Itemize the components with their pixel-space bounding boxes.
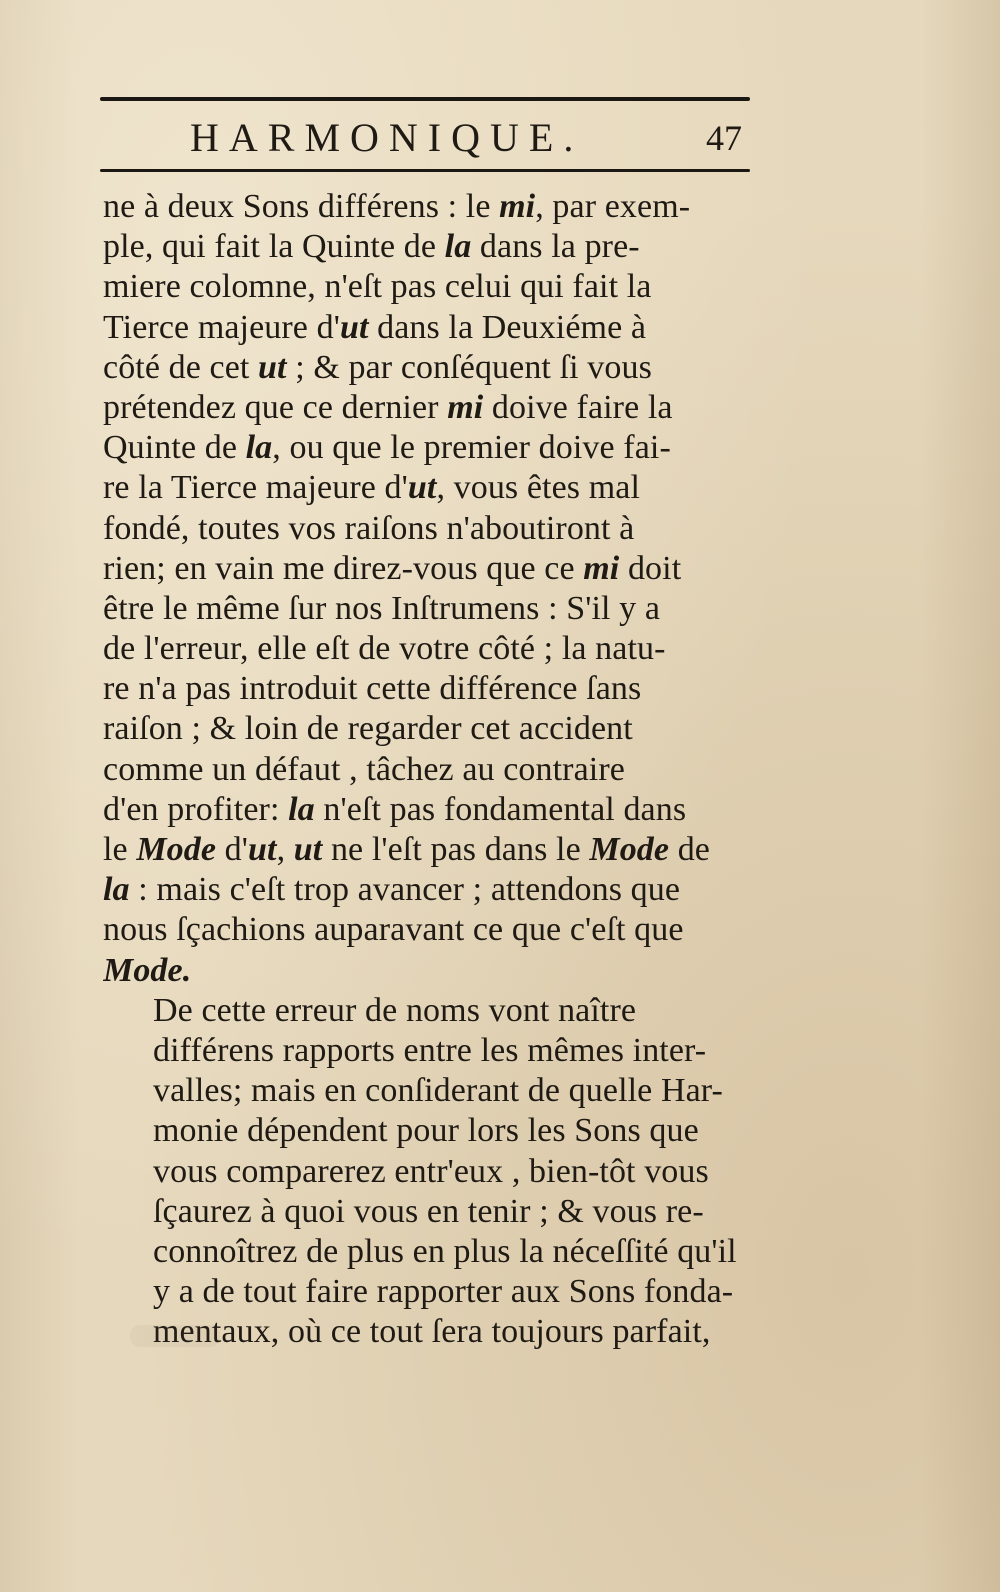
text-line <box>103 1232 748 1272</box>
text-run: doive faire la <box>483 388 673 426</box>
header-rule-bottom <box>100 169 750 172</box>
text-line <box>103 830 748 870</box>
text-line <box>103 629 748 669</box>
text-run: re n'a pas introduit cette différence ſans <box>103 670 642 708</box>
text-run: côté de cet <box>103 348 259 386</box>
text-line <box>103 1031 748 1071</box>
text-run: fondé, toutes vos raiſons n'aboutiront à <box>103 509 635 547</box>
italic-word: la <box>288 790 315 828</box>
italic-word: la <box>103 871 130 909</box>
italic-word: mi <box>583 549 620 587</box>
page-number: 47 <box>706 118 742 158</box>
text-run: : mais c'eſt trop avancer ; attendons que <box>129 871 681 909</box>
text-run: ne à deux Sons différens : le <box>103 188 500 225</box>
text-run: De cette erreur de noms vont naître <box>153 991 637 1029</box>
italic-word: Mode <box>589 831 670 868</box>
text-run: connoîtrez de plus en plus la néceſſité qu'il <box>153 1232 737 1270</box>
text-line <box>103 790 748 830</box>
text-run: Quinte de <box>103 429 246 467</box>
text-line <box>103 549 748 589</box>
text-run: valles; mais en conſiderant de quelle Har- <box>153 1072 723 1110</box>
text-run: Tierce majeure d' <box>103 308 340 346</box>
text-run: nous ſçachions auparavant ce que c'eſt que <box>103 911 684 949</box>
text-run: n'eſt pas fondamental dans <box>314 790 687 828</box>
text-run: ple, qui fait la Quinte de <box>103 228 445 266</box>
body-text <box>103 187 748 1352</box>
italic-word: Mode. <box>103 951 192 989</box>
text-line <box>103 187 748 227</box>
running-title: HARMONIQUE. <box>190 115 584 160</box>
text-line <box>103 951 748 991</box>
text-run: vous comparerez entr'eux , bien-tôt vous <box>153 1152 709 1190</box>
text-run: de <box>669 831 711 868</box>
text-line <box>103 1152 748 1192</box>
text-line <box>103 1111 748 1151</box>
text-line <box>103 669 748 709</box>
text-run: mentaux, où ce tout ſera toujours parfait, <box>153 1313 711 1351</box>
text-run: être le même ſur nos Inſtrumens : S'il y a <box>103 589 661 627</box>
text-run: doit <box>619 549 682 587</box>
italic-word: mi <box>447 388 484 426</box>
italic-word: la <box>444 228 472 266</box>
text-line <box>103 589 748 629</box>
text-line <box>103 991 748 1031</box>
italic-word: Mode <box>136 831 217 868</box>
text-run: d'en profiter: <box>103 790 289 828</box>
text-line <box>103 348 748 388</box>
text-run: y a de tout faire rapporter aux Sons fonda- <box>153 1273 734 1311</box>
text-line <box>103 750 748 790</box>
text-run: ſçaurez à quoi vous en tenir ; & vous re- <box>153 1192 704 1230</box>
text-line <box>103 1071 748 1111</box>
text-run: , vous êtes mal <box>436 469 641 507</box>
text-run: miere colomne, n'eſt pas celui qui fait la <box>103 268 652 306</box>
italic-word: mi <box>499 188 536 225</box>
text-line <box>103 709 748 749</box>
text-line <box>103 227 748 267</box>
text-run: , <box>276 831 294 868</box>
text-run: , par exem- <box>535 188 691 225</box>
text-line <box>103 428 748 468</box>
italic-word: ut <box>407 469 437 507</box>
text-run: de l'erreur, elle eſt de votre côté ; la natu- <box>103 630 666 668</box>
text-run: d' <box>216 831 249 868</box>
text-run: re la Tierce majeure d' <box>103 469 408 507</box>
text-run: dans la pre- <box>471 228 640 266</box>
text-run: rien; en vain me direz-vous que ce <box>103 549 584 587</box>
text-run: , ou que le premier doive fai- <box>272 429 671 467</box>
running-head <box>100 112 750 164</box>
text-line <box>103 308 748 348</box>
text-line <box>103 509 748 549</box>
text-run: ne l'eſt pas dans le <box>322 831 590 868</box>
text-run: comme un défaut , tâchez au contraire <box>103 750 625 788</box>
text-line <box>103 1192 748 1232</box>
text-run: raiſon ; & loin de regarder cet accident <box>103 710 633 748</box>
italic-word: ut <box>258 348 287 386</box>
header-rule-top <box>100 97 750 101</box>
text-run: ; & par conſéquent ſi vous <box>286 348 652 386</box>
text-line <box>103 1272 748 1312</box>
text-run: le <box>103 831 137 868</box>
paper-stain <box>130 1325 220 1347</box>
text-line <box>103 388 748 428</box>
text-line <box>103 267 748 307</box>
text-run: prétendez que ce dernier <box>103 388 448 426</box>
text-line <box>103 910 748 950</box>
text-line <box>103 870 748 910</box>
text-run: dans la Deuxiéme à <box>368 308 647 346</box>
italic-word: ut <box>293 831 323 868</box>
text-run: monie dépendent pour lors les Sons que <box>153 1112 699 1150</box>
text-run: différens rapports entre les mêmes inter- <box>153 1031 707 1069</box>
italic-word: ut <box>339 308 369 346</box>
italic-word: la <box>245 429 273 467</box>
italic-word: ut <box>248 831 277 868</box>
text-line <box>103 468 748 508</box>
